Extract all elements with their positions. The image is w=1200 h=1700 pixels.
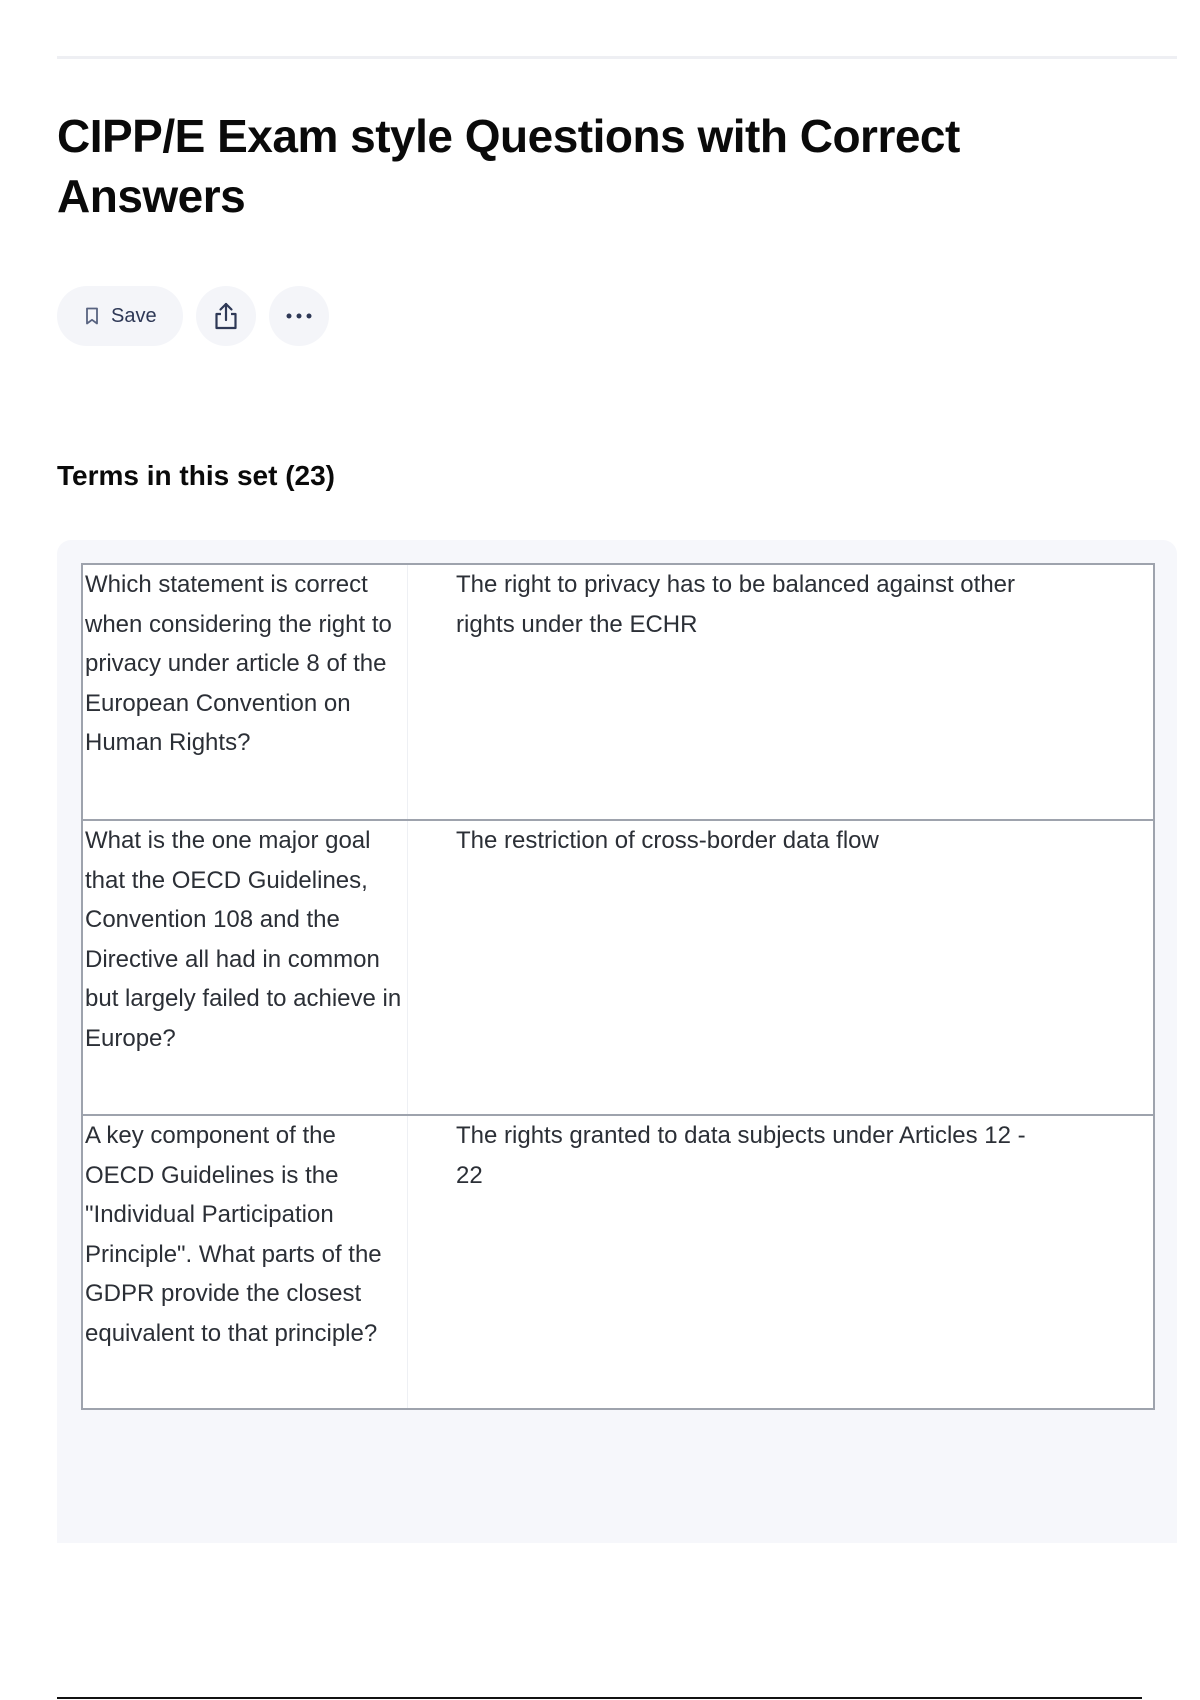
term-question: A key component of the OECD Guidelines is the "Individual Participation Principle". What parts of the GDPR provide the closest equivalent to that principle? bbox=[83, 1116, 408, 1408]
bottom-rule bbox=[57, 1697, 1142, 1699]
term-answer: The right to privacy has to be balanced against other rights under the ECHR bbox=[456, 571, 1016, 638]
terms-heading: Terms in this set (23) bbox=[57, 460, 336, 491]
bookmark-icon bbox=[85, 307, 99, 325]
term-row bbox=[83, 821, 1153, 1116]
page-title: CIPP/E Exam style Questions with Correct Answers bbox=[57, 110, 960, 222]
term-question: What is the one major goal that the OECD Guidelines, Convention 108 and the Directive all had in common but largely failed to achieve in Europe? bbox=[83, 821, 408, 1114]
top-divider bbox=[57, 56, 1177, 59]
terms-panel bbox=[57, 540, 1177, 1543]
share-icon bbox=[213, 301, 239, 331]
save-button[interactable] bbox=[57, 286, 183, 346]
term-question: Which statement is correct when considering the right to privacy under article 8 of the European Convention on Human Rights? bbox=[83, 565, 408, 819]
term-row bbox=[83, 565, 1153, 821]
action-bar bbox=[57, 286, 329, 346]
term-answer: The restriction of cross-border data flow bbox=[456, 827, 879, 854]
more-horizontal-icon bbox=[285, 312, 313, 320]
save-button-label: Save bbox=[111, 304, 157, 327]
term-row bbox=[83, 1116, 1153, 1408]
more-options-button[interactable] bbox=[269, 286, 329, 346]
terms-table bbox=[81, 563, 1155, 1410]
term-answer: The rights granted to data subjects under Articles 12 - 22 bbox=[456, 1122, 1026, 1189]
share-button[interactable] bbox=[196, 286, 256, 346]
